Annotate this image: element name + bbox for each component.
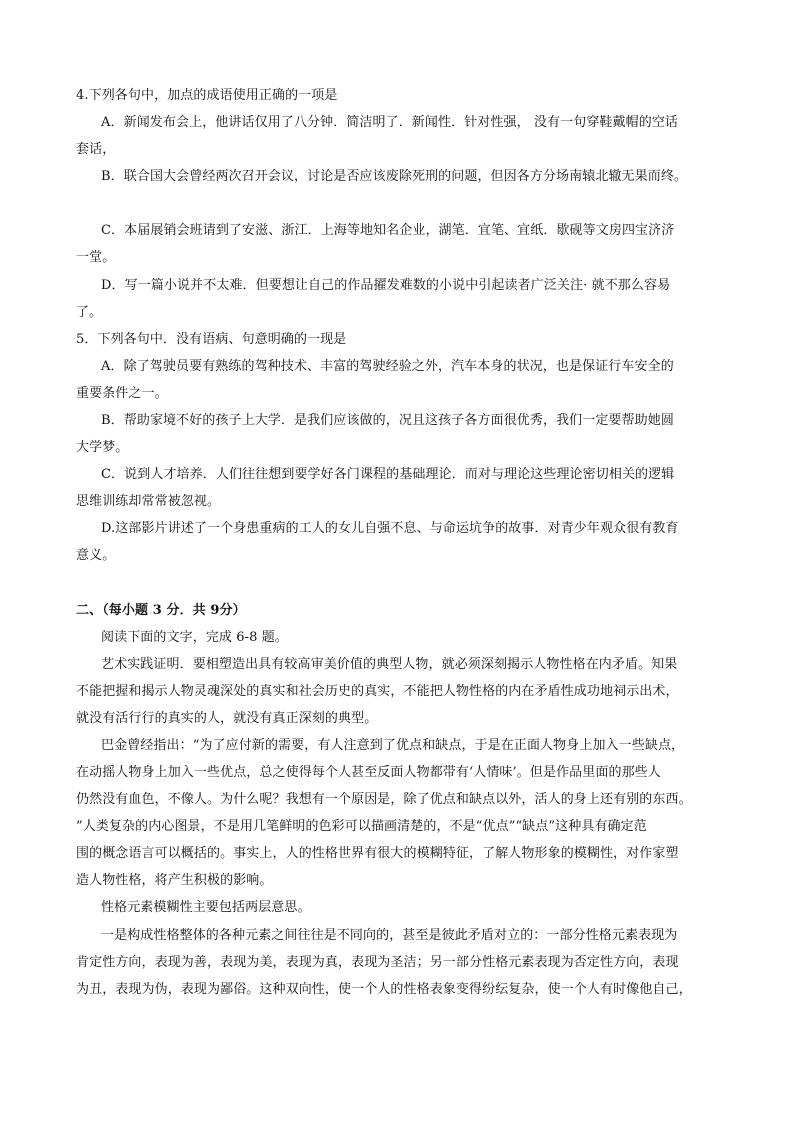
reading-instruction: 阅读下面的文字，完成 6-8 题。 bbox=[101, 630, 288, 645]
q4-stem: 4.下列各句中，加点的成语使用正确的一项是 bbox=[76, 88, 338, 103]
q4-option-b: B．联合国大会曾经两次召开会议，讨论是否应该废除死刑的问题，但因各方分场南辕北辙无果而终。 bbox=[101, 169, 688, 184]
q4-option-c-cont: 一堂。 bbox=[76, 250, 116, 265]
q4-option-c: C．本届展销会班请到了安滋、浙江．上海等地知名企业，湖笔．宜笔、宜纸．歇砚等文房四宝济济 bbox=[101, 223, 675, 238]
q4-option-a-cont: 套话， bbox=[76, 142, 116, 157]
paragraph-line: 造人物性格，将产生积极的影响。 bbox=[76, 873, 273, 888]
q5-option-a-cont: 重要条件之一。 bbox=[76, 386, 168, 401]
q4-option-d-cont: 了。 bbox=[76, 305, 103, 320]
q5-option-c-cont: 思维训练却常常被忽视。 bbox=[76, 494, 221, 509]
q5-stem: 5．下列各句中．没有语病、句意明确的一现是 bbox=[76, 332, 347, 347]
section-heading: 二、（每小题 3 分．共 9分） bbox=[76, 603, 246, 618]
paragraph-line: 性格元素模糊性主要包括两层意思。 bbox=[101, 900, 311, 915]
paragraph-line: 一是构成性格整体的各种元素之间往往是不同向的，甚至是彼此矛盾对立的：一部分性格元素表现为 bbox=[101, 928, 678, 943]
paragraph-line: 不能把握和揭示人物灵魂深处的真实和社会历史的真实，不能把人物性格的内在矛盾性成功地祠示出术， bbox=[76, 684, 679, 699]
paragraph-line: 巴金曾经指出：“为了应付新的需要，有人注意到了优点和缺点，于是在正面人物身上加入一些缺点， bbox=[101, 738, 685, 753]
paragraph-line: 肯定性方向，表现为善，表现为美，表现为真，表现为圣洁；另一部分性格元素表现为否定性方向，表现 bbox=[76, 955, 679, 970]
q5-option-a: A．除了驾驶员要有熟练的驾种技术、丰富的驾驶经验之外，汽车本身的状况，也是保证行车安全的 bbox=[101, 359, 674, 374]
q5-option-d-cont: 意义。 bbox=[76, 548, 116, 563]
paragraph-line: 艺术实践证明．要相塑造出具有较高审美价值的典型人物，就必须深刻揭示人物性格在内矛盾。知果 bbox=[101, 657, 678, 672]
q4-option-a: A．新闻发布会上，他讲话仅用了八分钟．简洁明了．新闻性．针对性强， 没有一句穿鞋戴帽的空话 bbox=[101, 115, 679, 130]
q5-option-c: C．说到人才培养．人们往往想到要学好各门课程的基础理论．而对与理论这些理论密切相关的逻辑 bbox=[101, 467, 675, 482]
paragraph-line: ”人类复杂的内心图景，不是用几笔鲜明的色彩可以描画清楚的，不是“优点”“缺点”这种具有确定范 bbox=[76, 819, 647, 834]
q4-option-d: D．写一篇小说并不太难．但要想让自己的作品擢发难数的小说中引起读者广泛关注· 就不那么容易 bbox=[101, 278, 671, 293]
q5-option-b-cont: 大学梦。 bbox=[76, 440, 129, 455]
paragraph-line: 围的概念语言可以概括的。事实上，人的性格世界有很大的模糊特征，了解人物形象的模糊性，对作家塑 bbox=[76, 846, 679, 861]
q5-option-d: D.这部影片讲述了一个身患重病的工人的女儿自强不息、与命运坑争的故事．对青少年观众很有教育 bbox=[101, 521, 679, 536]
paragraph-line: 就没有活行行的真实的人，就没有真正深刻的典型。 bbox=[76, 711, 378, 726]
paragraph-line: 为丑，表现为伪，表现为鄙俗。这种双向性，使一个人的性格表象变得纷纭复杂，使一个人有时像他自己， bbox=[76, 982, 692, 997]
paragraph-line: 仍然没有血色，不像人。为什么呢？我想有一个原因是，除了优点和缺点以外，活人的身上还有别的东西。 bbox=[76, 792, 692, 807]
paragraph-line: 在动摇人物身上加入一些优点，总之使得每个人甚至反面人物都带有‘人情味’。但是作品里面的那些人 bbox=[76, 765, 661, 780]
q5-option-b: B．帮助家境不好的孩子上大学．是我们应该做的，况且这孩子各方面很优秀，我们一定要帮助她圆 bbox=[101, 413, 674, 428]
